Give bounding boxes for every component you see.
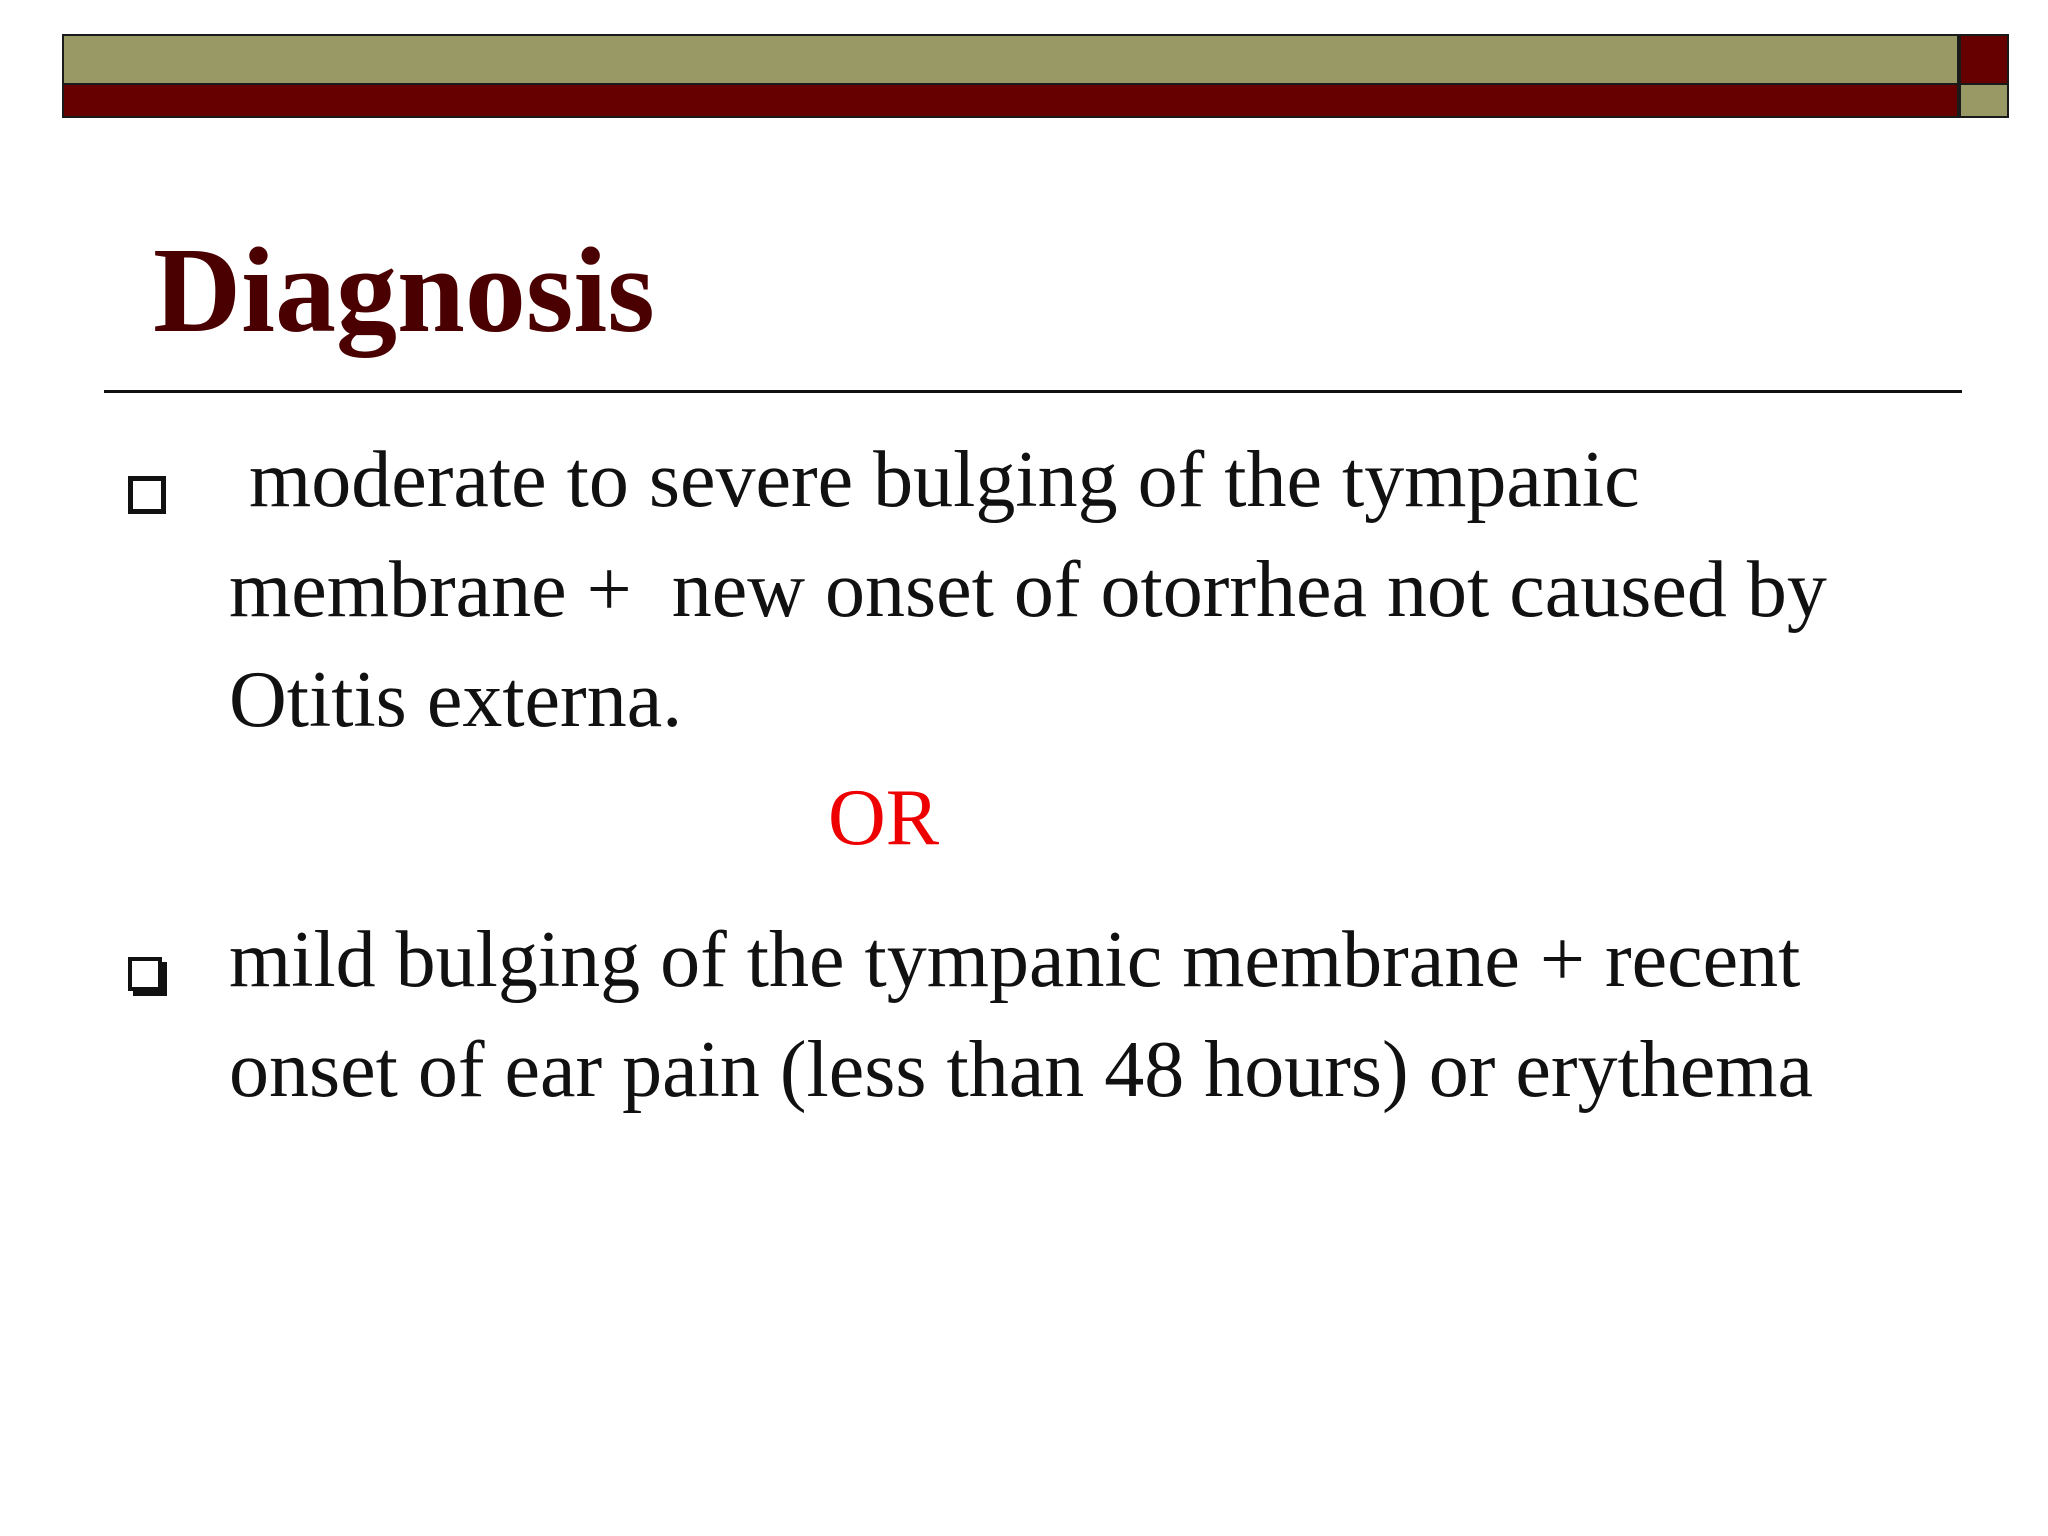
bullet-item-1: moderate to severe bulging of the tympanic membrane + new onset of otorrhea not caused by Otitis externa. [229, 436, 1847, 744]
slide-title: Diagnosis [153, 223, 655, 358]
or-separator: OR [828, 774, 940, 862]
shadowed-square-bullet-icon [128, 957, 162, 991]
bullet-item-2: mild bulging of the tympanic membrane + recent onset of ear pain (less than 48 hours) or erythema [229, 916, 1813, 1114]
header-corner-maroon [1959, 34, 2009, 85]
title-divider [104, 390, 1962, 393]
header-bar-maroon [62, 85, 1959, 118]
header-corner-olive [1959, 85, 2009, 118]
header-bar-olive [62, 34, 1959, 85]
hollow-square-bullet-icon [128, 476, 166, 514]
